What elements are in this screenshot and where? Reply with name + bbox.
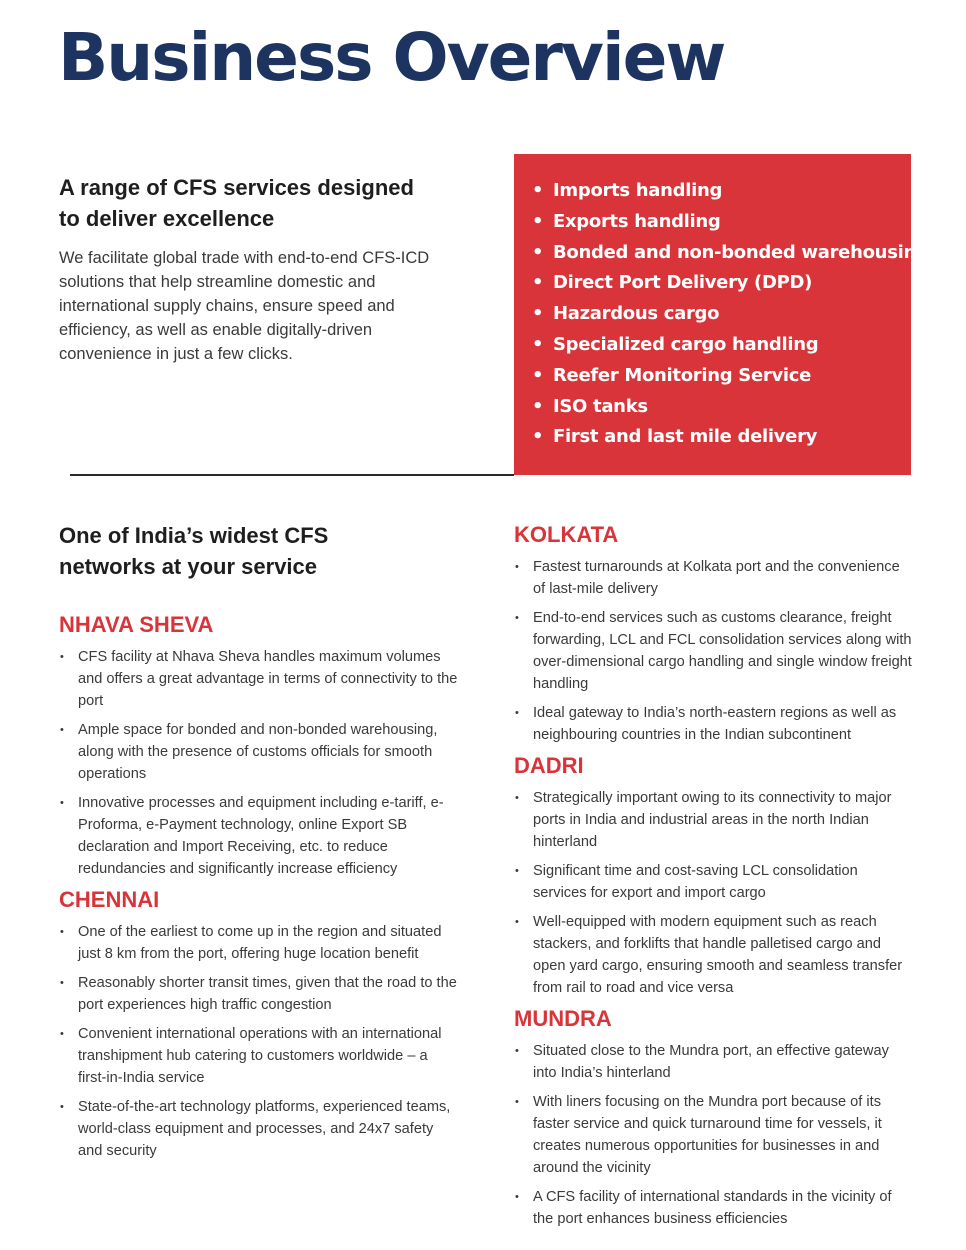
region-point: • CFS facility at Nhava Sheva handles maximum volumes and offers a great advantage in terms of connectivity to the port	[59, 646, 459, 712]
region-point: • Significant time and cost-saving LCL consolidation services for export and import cargo	[514, 860, 914, 904]
region-point: • Reasonably shorter transit times, given that the road to the port experiences high traffic congestion	[59, 972, 459, 1016]
intro-heading-line-1: A range of CFS services designed	[59, 175, 414, 200]
region-title: NHAVA SHEVA	[59, 612, 214, 637]
region-point: • One of the earliest to come up in the region and situated just 8 km from the port, offering huge location benefit	[59, 921, 459, 965]
service-item: • Reefer Monitoring Service	[532, 361, 911, 392]
region-point: • Strategically important owing to its connectivity to major ports in India and industrial areas in the north Indian hinterland	[514, 787, 914, 853]
service-item: • Specialized cargo handling	[532, 330, 911, 361]
region-point: • Ideal gateway to India’s north-eastern regions as well as neighbouring countries in the Indian subcontinent	[514, 702, 914, 746]
service-item: • ISO tanks	[532, 392, 911, 423]
service-item: • Hazardous cargo	[532, 299, 911, 330]
region-point: • Fastest turnarounds at Kolkata port and the convenience of last-mile delivery	[514, 556, 914, 600]
region-title: MUNDRA	[514, 1006, 612, 1031]
service-item: • Imports handling	[532, 176, 911, 207]
service-item: • Bonded and non-bonded warehousing	[532, 238, 911, 269]
service-item: • First and last mile delivery	[532, 422, 911, 453]
intro-section	[59, 172, 459, 366]
region-chennai	[59, 887, 459, 1162]
region-nhava-sheva	[59, 612, 459, 880]
services-box	[514, 154, 929, 475]
region-point: • With liners focusing on the Mundra port because of its faster service and quick turnaround time for vessels, it creates numerous opportunities for businesses in and around the vicinity	[514, 1091, 914, 1179]
network-heading	[59, 520, 459, 582]
network-heading-line-1: One of India’s widest CFS	[59, 523, 329, 548]
service-item: • Exports handling	[532, 207, 911, 238]
region-dadri	[514, 753, 914, 999]
region-point: • Well-equipped with modern equipment such as reach stackers, and forklifts that handle palletised cargo and open yard cargo, ensuring smooth and seamless transfer from rail to road and vice versa	[514, 911, 914, 999]
intro-body: We facilitate global trade with end-to-end CFS-ICD solutions that help streamline domestic and international supply chains, ensure speed and efficiency, as well as enable digitally-driven convenience in just a few clicks.	[59, 249, 430, 363]
region-kolkata	[514, 522, 914, 746]
region-point: • Innovative processes and equipment including e-tariff, e-Proforma, e-Payment technology, online Export SB declaration and Import Receiving, etc. to reduce redundancies and significantly increase efficiency	[59, 792, 459, 880]
region-point: • Ample space for bonded and non-bonded warehousing, along with the presence of customs officials for smooth operations	[59, 719, 459, 785]
section-divider	[70, 474, 514, 476]
left-column	[59, 520, 459, 1169]
region-point: • End-to-end services such as customs clearance, freight forwarding, LCL and FCL consolidation services along with over-dimensional cargo handling and single window freight handling	[514, 607, 914, 695]
region-mundra	[514, 1006, 914, 1230]
services-list	[532, 176, 929, 453]
page-title: Business Overview	[58, 19, 725, 96]
region-point: • Convenient international operations with an international transhipment hub catering to customers worldwide – a first-in-India service	[59, 1023, 459, 1089]
region-point: • Situated close to the Mundra port, an effective gateway into India’s hinterland	[514, 1040, 914, 1084]
region-title: KOLKATA	[514, 522, 619, 547]
region-point: • State-of-the-art technology platforms, experienced teams, world-class equipment and processes, and 24x7 safety and security	[59, 1096, 459, 1162]
region-title: DADRI	[514, 753, 584, 778]
region-point: • A CFS facility of international standards in the vicinity of the port enhances business efficiencies	[514, 1186, 914, 1230]
right-column	[514, 522, 914, 1237]
region-title: CHENNAI	[59, 887, 160, 912]
service-item: • Direct Port Delivery (DPD)	[532, 268, 911, 299]
intro-heading-line-2: to deliver excellence	[59, 206, 275, 231]
network-heading-line-2: networks at your service	[59, 554, 318, 579]
intro-heading	[59, 172, 459, 234]
